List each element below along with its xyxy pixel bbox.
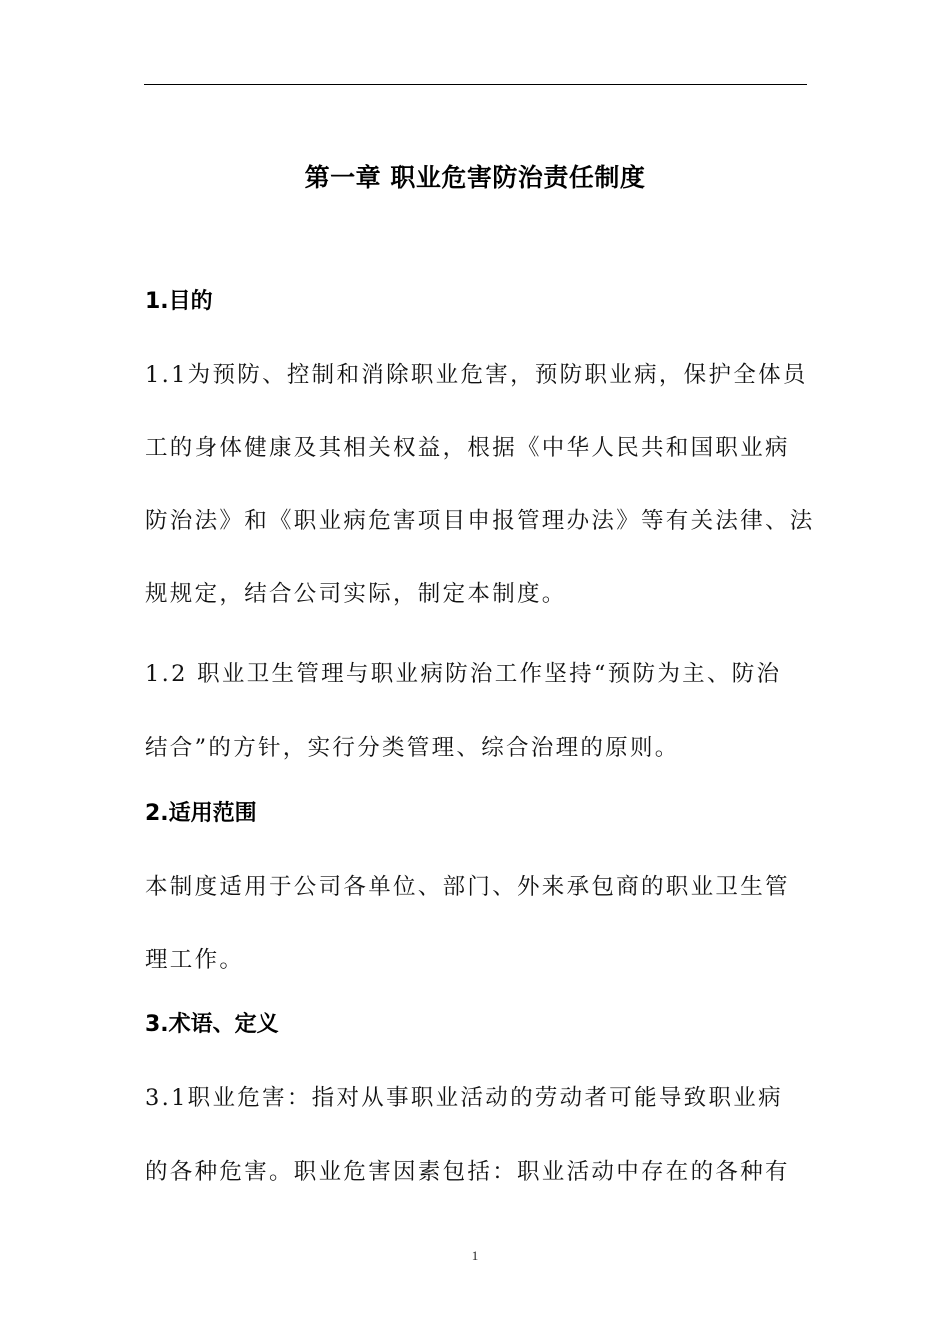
paragraph-line: 本制度适用于公司各单位、部门、外来承包商的职业卫生管 bbox=[145, 874, 790, 900]
paragraph-line: 防治法》和《职业病危害项目申报管理办法》等有关法律、法 bbox=[145, 508, 815, 534]
paragraph-line: 规规定，结合公司实际，制定本制度。 bbox=[145, 581, 567, 607]
paragraph-line: 工的身体健康及其相关权益，根据《中华人民共和国职业病 bbox=[145, 435, 790, 461]
section-heading-definitions: 3.术语、定义 bbox=[145, 1012, 279, 1037]
section-heading-scope: 2.适用范围 bbox=[145, 801, 257, 826]
paragraph-line: 的各种危害。职业危害因素包括：职业活动中存在的各种有 bbox=[145, 1159, 790, 1185]
paragraph-line: 1.2 职业卫生管理与职业病防治工作坚持“预防为主、防治 bbox=[145, 661, 782, 687]
section-heading-purpose: 1.目的 bbox=[145, 289, 213, 314]
paragraph-line: 理工作。 bbox=[145, 947, 245, 973]
header-rule bbox=[144, 84, 807, 85]
paragraph-line: 1.1为预防、控制和消除职业危害，预防职业病，保护全体员 bbox=[145, 362, 808, 388]
paragraph-line: 3.1职业危害：指对从事职业活动的劳动者可能导致职业病 bbox=[145, 1085, 783, 1111]
chapter-title: 第一章 职业危害防治责任制度 bbox=[304, 163, 646, 192]
page-number: 1 bbox=[471, 1248, 479, 1263]
paragraph-line: 结合”的方针，实行分类管理、综合治理的原则。 bbox=[145, 735, 680, 761]
